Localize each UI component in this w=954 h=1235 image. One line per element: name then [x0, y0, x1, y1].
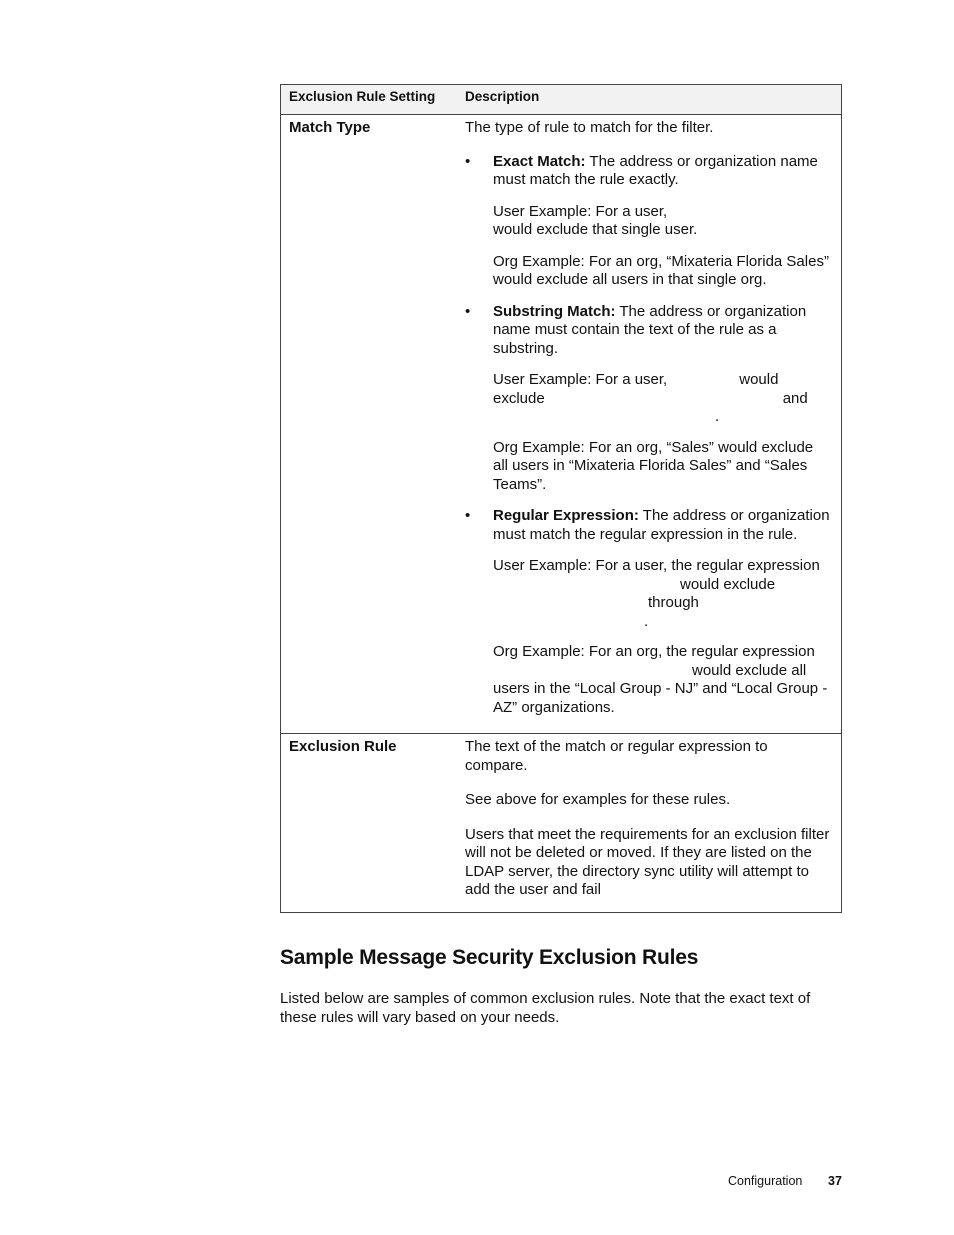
- description-exclusion-rule: [457, 734, 842, 913]
- substring-user-d: and: [782, 389, 808, 407]
- substring-match-item: • Substring Match: The address or organization name must contain the text of the rule as a substring.: [465, 302, 807, 357]
- exact-org-example-text: Org Example: For an org, “Mixateria Florida Sales” would exclude all users in that single org.: [493, 252, 829, 288]
- substring-match-title: Substring Match:: [493, 302, 616, 320]
- exact-user-example-line2: would exclude that single user.: [493, 221, 698, 238]
- regex-item: • Regular Expression: The address or organization must match the regular expression in the rule.: [465, 507, 830, 543]
- regex-org-c: users in the “Local Group - NJ” and “Local Group - AZ” organizations.: [493, 680, 828, 716]
- exact-match-item: • Exact Match: The address or organization name must match the rule exactly.: [465, 152, 818, 188]
- substring-match-text: The address or organization name must contain the text of the rule as a substring.: [493, 302, 807, 357]
- match-type-intro: The type of rule to match for the filter.: [465, 119, 714, 136]
- table-row-match-type: [281, 115, 842, 734]
- exclusion-rule-p1: The text of the match or regular expression to compare.: [465, 738, 768, 774]
- regex-title: Regular Expression:: [493, 507, 639, 524]
- setting-exclusion-rule: Exclusion Rule: [289, 738, 397, 755]
- substring-user-e: .: [715, 408, 720, 425]
- setting-match-type: Match Type: [281, 115, 458, 734]
- regex-user-b: would exclude: [680, 575, 776, 593]
- exact-match-title: Exact Match:: [493, 152, 586, 170]
- regex-user-c: through: [648, 594, 699, 611]
- table-row-exclusion-rule: [281, 734, 842, 913]
- exclusion-rules-table: [280, 84, 842, 913]
- substring-org-example-text: Org Example: For an org, “Sales” would exclude all users in “Mixateria Florida Sales” and “Sales Teams”.: [493, 438, 814, 493]
- header-setting: Exclusion Rule Setting: [281, 85, 458, 115]
- regex-org-b: would exclude all: [692, 661, 807, 679]
- exact-match-text: The address or organization name must match the rule exactly.: [493, 152, 818, 188]
- regex-org-example: [465, 643, 831, 717]
- exclusion-rule-p3: Users that meet the requirements for an exclusion filter will not be deleted or moved. If they are listed on the LDAP server, the directory sync utility will attempt to add the user and fail: [465, 825, 830, 898]
- section-body: Listed below are samples of common exclusion rules. Note that the exact text of these rules will vary based on your needs.: [280, 990, 811, 1026]
- footer-chapter-title: Configuration: [728, 1174, 803, 1188]
- exact-user-example-line1: User Example: For a user,: [493, 202, 668, 220]
- substring-user-b: would: [739, 371, 779, 388]
- exact-user-example: [465, 203, 831, 240]
- description-match-type: [457, 115, 842, 734]
- regex-org-a: Org Example: For an org, the regular expression: [493, 643, 815, 660]
- header-description: Description: [457, 85, 842, 115]
- substring-user-c: exclude: [493, 389, 545, 407]
- regex-text: The address or organization must match the regular expression in the rule.: [493, 507, 830, 543]
- substring-user-a: User Example: For a user,: [493, 371, 668, 388]
- substring-user-example: [465, 371, 831, 427]
- substring-org-example: [465, 439, 831, 495]
- exact-org-example: [465, 253, 831, 290]
- regex-user-example: [465, 557, 831, 631]
- regex-user-d: .: [644, 612, 649, 630]
- regex-user-a: User Example: For a user, the regular expression: [493, 557, 820, 574]
- section-heading: Sample Message Security Exclusion Rules: [280, 946, 699, 969]
- footer-page-number: 37: [828, 1174, 842, 1188]
- exclusion-rule-p2: See above for examples for these rules.: [465, 791, 731, 808]
